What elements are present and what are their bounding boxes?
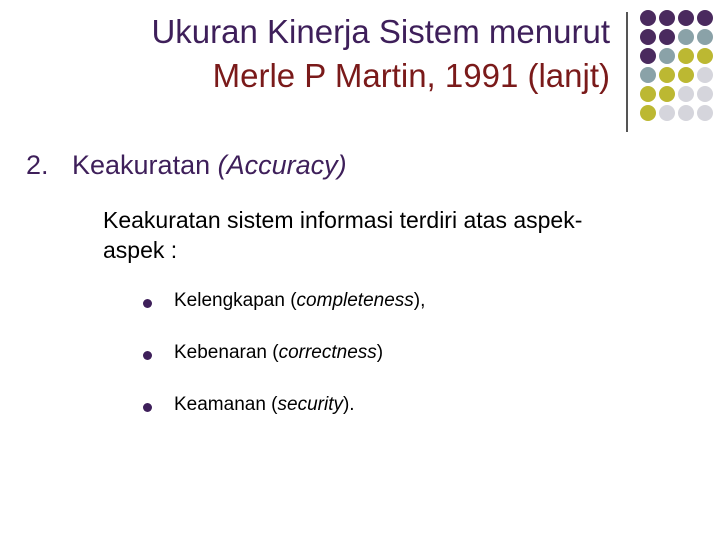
list-item-text: Kebenaran (: [174, 342, 279, 363]
decorative-dot: [678, 67, 694, 83]
decorative-dot: [697, 105, 713, 121]
section-label-italic: (Accuracy): [217, 150, 347, 180]
decorative-dot: [640, 29, 656, 45]
section-heading: [26, 150, 347, 181]
list-item-italic: security: [277, 394, 343, 415]
decorative-dot: [659, 29, 675, 45]
section-label: Keakuratan: [72, 150, 211, 180]
section-number: 2.: [26, 150, 49, 180]
decorative-dot: [659, 10, 675, 26]
decorative-dot: [678, 86, 694, 102]
list-item-text: Kelengkapan (: [174, 290, 297, 311]
decorative-dot: [678, 105, 694, 121]
decorative-dot: [659, 67, 675, 83]
intro-paragraph: Keakuratan sistem informasi terdiri atas aspek-aspek :: [103, 207, 583, 263]
decorative-dot: [697, 86, 713, 102]
bullet-icon: [143, 351, 152, 360]
bullet-icon: [143, 403, 152, 412]
decorative-dot: [640, 105, 656, 121]
decorative-dot: [640, 48, 656, 64]
decorative-dot: [678, 10, 694, 26]
bullet-icon: [143, 299, 152, 308]
list-item-suffix: ),: [413, 290, 426, 311]
decorative-dot: [678, 29, 694, 45]
list-item-italic: correctness: [278, 342, 377, 363]
decorative-dot: [659, 86, 675, 102]
decorative-dot: [640, 86, 656, 102]
decorative-dot: [697, 10, 713, 26]
decorative-dot: [697, 48, 713, 64]
slide-title: [151, 10, 610, 98]
list-item-suffix: ).: [342, 394, 355, 415]
title-divider: [626, 12, 628, 132]
list-item-italic: completeness: [296, 290, 414, 311]
title-line-1: Ukuran Kinerja Sistem menurut: [151, 13, 610, 50]
decorative-dot: [678, 48, 694, 64]
list-item-text: Keamanan (: [174, 394, 278, 415]
decorative-dot: [640, 10, 656, 26]
decorative-dot: [697, 29, 713, 45]
decorative-dot: [697, 67, 713, 83]
list-item-suffix: ): [376, 342, 384, 363]
title-line-2: Merle P Martin, 1991 (lanjt): [212, 57, 610, 94]
decorative-dot: [659, 105, 675, 121]
decorative-dot: [640, 67, 656, 83]
decorative-dot: [659, 48, 675, 64]
